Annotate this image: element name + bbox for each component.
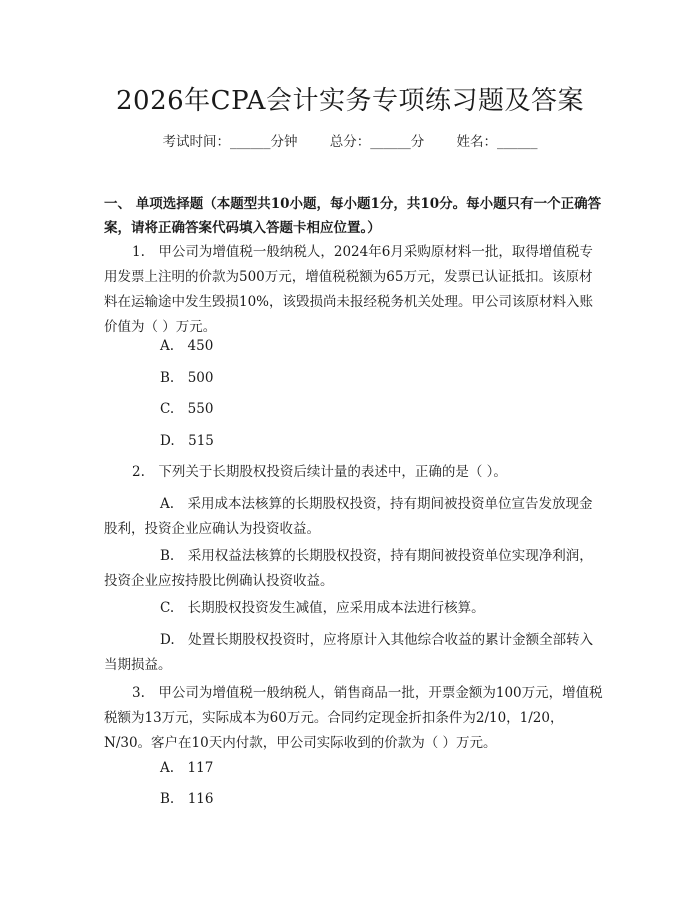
question-1-option-c: C. 550 <box>160 401 214 417</box>
question-1-option-d: D. 515 <box>160 433 214 449</box>
question-2-option-a: A. 采用成本法核算的长期股权投资，持有期间被投资单位宣告发放现金股利，投资企业应确认为投资收益。 <box>104 496 593 537</box>
section-heading: 一、 单项选择题（本题型共10小题，每小题1分，共10分。每小题只有一个正确答案，请将正确答案代码填入答题卡相应位置。） <box>104 196 602 236</box>
question-1-option-b: B. 500 <box>160 370 214 386</box>
question-1-stem: 1. 甲公司为增值税一般纳税人，2024年6月采购原材料一批，取得增值税专用发票上注明的价款为500万元，增值税税额为65万元，发票已认证抵扣。该原材料在运输途中发生毁损10%，该毁损尚未报经税务机关处理。甲公司该原材料入账价值为（ ）万元。 <box>104 244 594 335</box>
question-2-option-b: B. 采用权益法核算的长期股权投资，持有期间被投资单位实现净利润，投资企业应按持股比例确认投资收益。 <box>104 548 593 589</box>
question-2-option-c: C. 长期股权投资发生减值，应采用成本法进行核算。 <box>160 600 485 616</box>
question-3-option-a: A. 117 <box>160 760 214 776</box>
question-3-option-b: B. 116 <box>160 791 214 807</box>
question-2-stem: 2. 下列关于长期股权投资后续计量的表述中，正确的是（ ）。 <box>132 464 507 480</box>
exam-time-field: 考试时间：______分钟 <box>162 134 298 150</box>
exam-name-field: 姓名：______ <box>456 134 538 150</box>
question-2-option-d: D. 处置长期股权投资时，应将原计入其他综合收益的累计金额全部转入当期损益。 <box>104 632 594 673</box>
exam-title: 2026年CPA会计实务专项练习题及答案 <box>116 86 584 116</box>
question-1-option-a: A. 450 <box>160 338 214 354</box>
exam-info <box>0 130 700 150</box>
question-3-stem: 3. 甲公司为增值税一般纳税人，销售商品一批，开票金额为100万元，增值税税额为13万元，实际成本为60万元。合同约定现金折扣条件为2/10，1/20，N/30。客户在10天内付款，甲公司实际收到的价款为（ ）万元。 <box>104 685 603 751</box>
exam-score-field: 总分：______分 <box>329 134 425 150</box>
